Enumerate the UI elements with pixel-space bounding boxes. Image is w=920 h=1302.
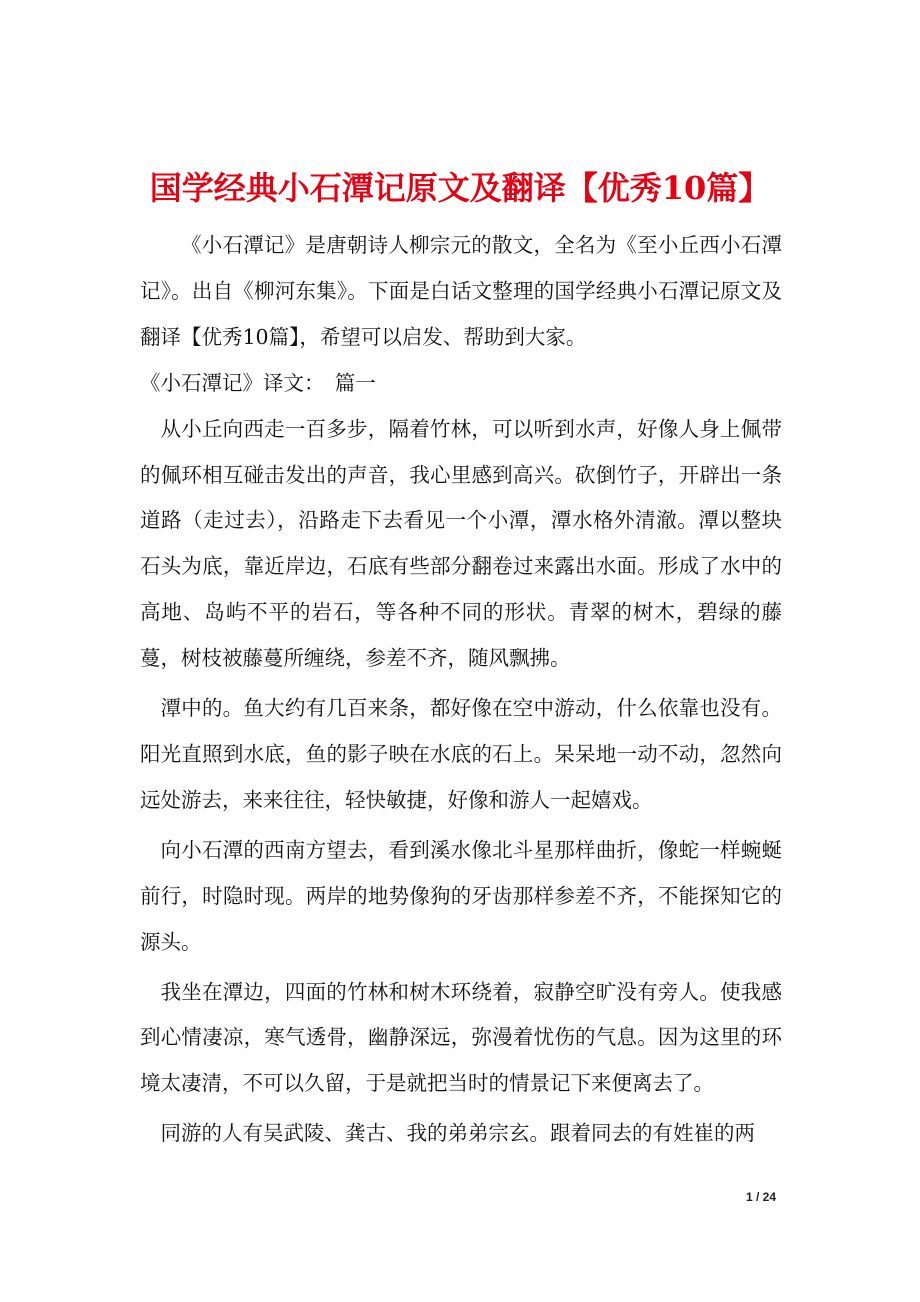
section-heading: 《小石潭记》译文： 篇一 bbox=[140, 370, 376, 395]
page-indicator: 1 / 24 bbox=[746, 1190, 777, 1204]
document-body bbox=[140, 223, 782, 1157]
paragraph: 我坐在潭边，四面的竹林和树木环绕着，寂静空旷没有旁人。使我感到心情凄凉，寒气透骨，幽静深远，弥漫着忧伤的气息。因为这里的环境太凄清，不可以久留，于是就把当时的情景记下来便离去了。 bbox=[140, 979, 782, 1096]
intro-paragraph: 《小石潭记》是唐朝诗人柳宗元的散文，全名为《至小丘西小石潭记》。出自《柳河东集》。下面是白话文整理的国学经典小石潭记原文及翻译【优秀10篇】，希望可以启发、帮助到大家。 bbox=[140, 233, 782, 349]
document-title: 国学经典小石潭记原文及翻译【优秀10篇】 bbox=[149, 169, 771, 208]
paragraph: 潭中的。鱼大约有几百来条，都好像在空中游动，什么依靠也没有。阳光直照到水底，鱼的影子映在水底的石上。呆呆地一动不动，忽然向远处游去，来来往往，轻快敏捷，好像和游人一起嬉戏。 bbox=[140, 696, 782, 812]
paragraph: 同游的人有吴武陵、龚古、我的弟弟宗玄。跟着同去的有姓崔的两 bbox=[160, 1121, 755, 1146]
paragraph: 向小石潭的西南方望去，看到溪水像北斗星那样曲折，像蛇一样蜿蜒前行，时隐时现。两岸的地势像狗的牙齿那样参差不齐，不能探知它的源头。 bbox=[140, 837, 782, 954]
paragraph: 从小丘向西走一百多步，隔着竹林，可以听到水声，好像人身上佩带的佩环相互碰击发出的声音，我心里感到高兴。砍倒竹子，开辟出一条道路（走过去），沿路走下去看见一个小潭，潭水格外清澈。潭以整块石头为底，靠近岸边，石底有些部分翻卷过来露出水面。形成了水中的高地、岛屿不平的岩石，等各种不同的形状。青翠的树木，碧绿的藤蔓，树枝被藤蔓所缠绕，参差不齐，随风飘拂。 bbox=[140, 416, 782, 671]
